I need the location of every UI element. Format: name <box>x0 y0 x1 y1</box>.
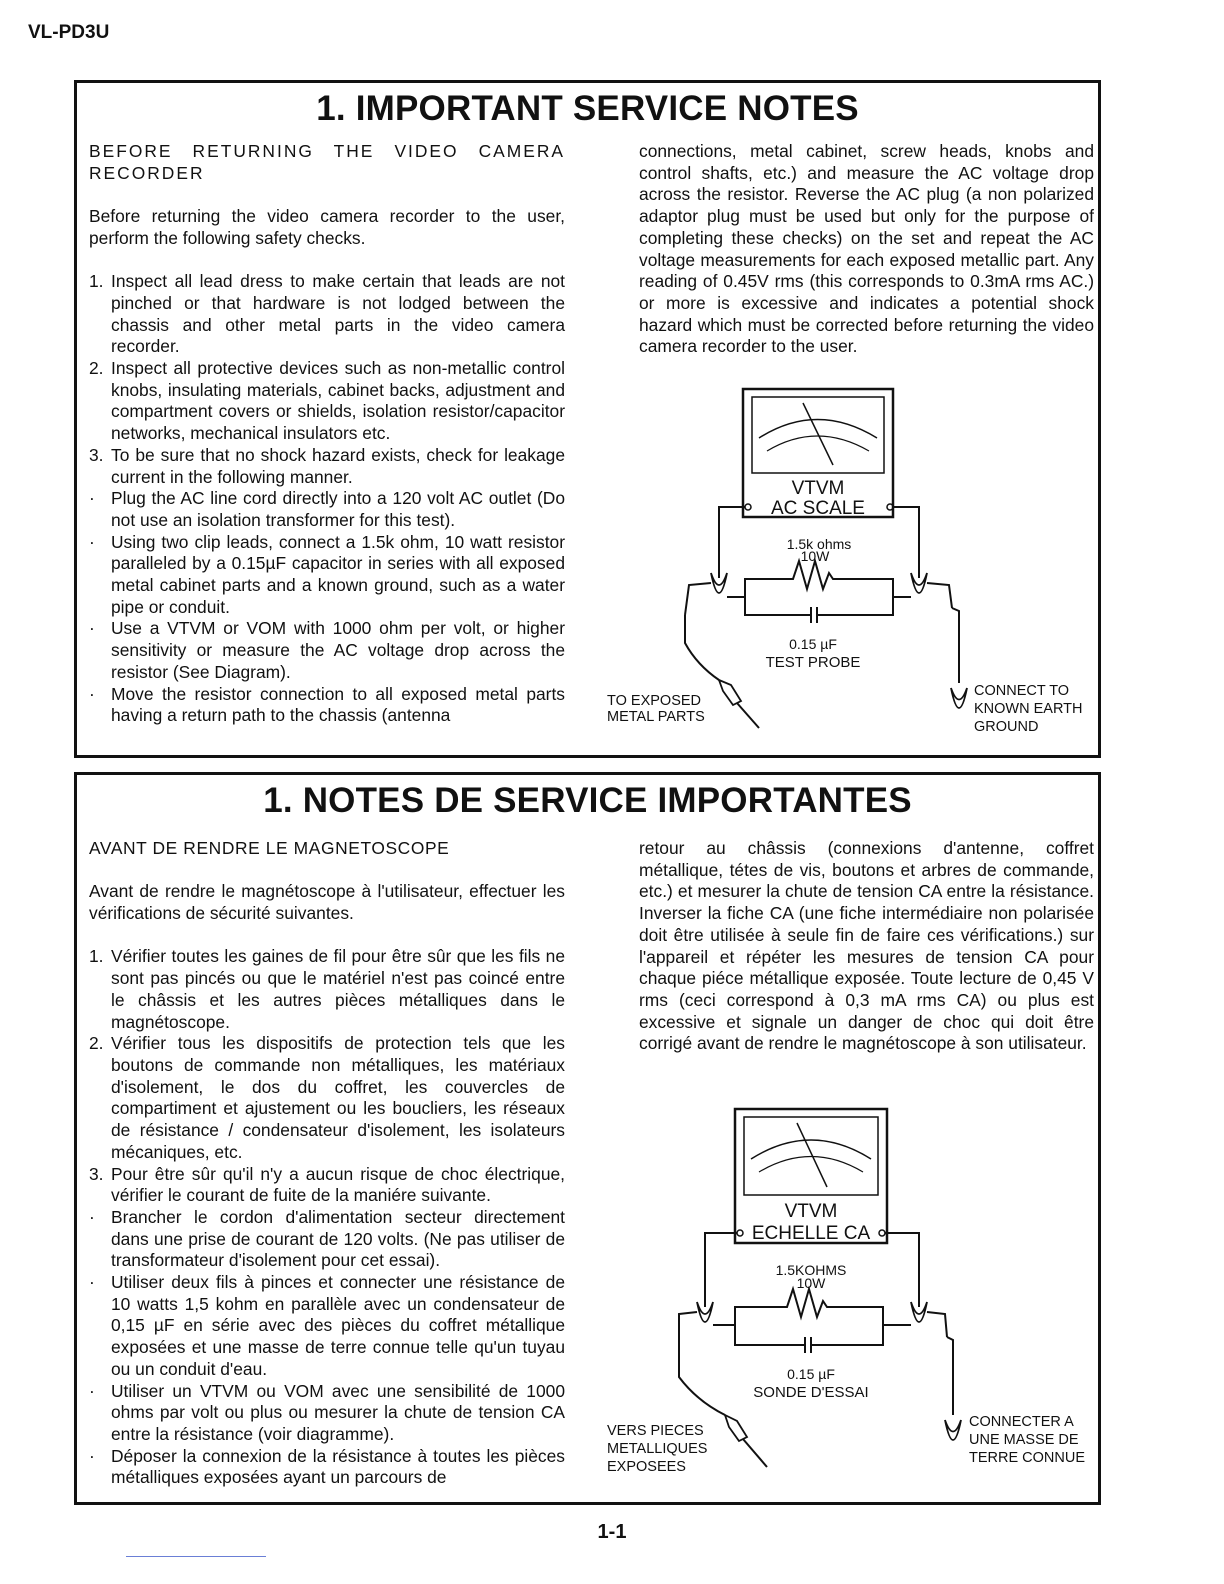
meter-scale-label: ECHELLE CA <box>751 1223 871 1244</box>
bullet-item <box>89 1446 565 1489</box>
bullet-item <box>89 488 565 531</box>
continuation-text: retour au châssis (connexions d'antenne, coffret métallique, tétes de vis, boutons et arbres de commande, etc.) et mesurer la chute de tension CA entre la résistance. Inverser la fiche CA (une fiche intermédiaire non polarisée doit être utilisée à seule fin de faire ces vérifications.) sur l'appareil et répéter les mesures de tension CA pour chaque piéce métallique exposée. Toute lecture de 0,45 V rms (ceci correspond à 0,3 mA rms CA) ou plus est excessive et signale un danger de choc qui doit être corrigé avant de rendre le magnétoscope à son utilisateur. <box>639 838 1094 1054</box>
wire-icon <box>685 615 719 680</box>
probe-tip-icon <box>737 703 759 728</box>
wire-icon <box>947 1337 953 1415</box>
item-text: Vérifier toutes les gaines de fil pour être sûr que les fils ne sont pas pincés ou que le matériel n'est pas coincé entre le châssis et les autres pièces métalliques dans le magnétoscope. <box>111 946 565 1032</box>
bullet-text: Brancher le cordon d'alimentation secteur directement dans une prise de courant de 120 volts. (Ne pas utiliser de transformateur d'isolement pour cet essai). <box>111 1206 565 1271</box>
wire-icon <box>679 1345 725 1415</box>
left-label-line: VERS PIECES <box>607 1423 704 1439</box>
intro-text: Avant de rendre le magnétoscope à l'utilisateur, effectuer les vérifications de sécurité suivantes. <box>89 881 565 924</box>
bullet-dot-icon: · <box>89 1445 95 1466</box>
bullet-dot-icon: · <box>89 488 95 509</box>
right-label-line: CONNECT TO <box>974 683 1070 699</box>
wire-icon <box>893 507 919 578</box>
wattage-label: 10W <box>796 1275 826 1291</box>
meter-scale-arc-icon <box>767 436 869 451</box>
ground-clip-icon <box>945 1420 961 1440</box>
item-number: 1. <box>89 946 104 967</box>
leakage-test-diagram <box>607 383 1104 755</box>
leakage-test-diagram-svg <box>607 383 1104 755</box>
section-heading: BEFORE RETURNING THE VIDEO CAMERA RECORDER <box>89 141 565 183</box>
wire-icon <box>952 608 959 683</box>
item-text: Vérifier tous les dispositifs de protection tels que les boutons de commande non métalliques, les matériaux d'isolement, le dos du coffret, les couvercles de compartiment et ajustement ou les boucliers, les réseaux de résistance / condensateur d'isolement, les isolateurs mécaniques, etc. <box>111 1033 565 1162</box>
resistor-label: 1.5k ohms <box>786 536 852 552</box>
wire-icon <box>685 583 711 615</box>
wire-icon <box>679 1312 697 1345</box>
left-label-line: EXPOSEES <box>607 1459 686 1475</box>
item-text: Pour être sûr qu'il n'y a aucun risque de choc électrique, vérifier le courant de fuite de la maniére suivante. <box>111 1163 565 1206</box>
checklist-item <box>89 1164 565 1207</box>
bullet-dot-icon: · <box>89 1206 95 1227</box>
left-label-line: METALLIQUES <box>607 1441 708 1457</box>
right-label-line: GROUND <box>974 719 1039 735</box>
item-number: 1. <box>89 271 104 292</box>
checklist-item <box>89 1033 565 1163</box>
wire-icon <box>885 1233 919 1307</box>
bullet-text: Plug the AC line cord directly into a 120 volt AC outlet (Do not use an isolation transformer for this test). <box>111 488 565 530</box>
bullet-dot-icon: · <box>89 1272 95 1293</box>
section-heading: AVANT DE RENDRE LE MAGNETOSCOPE <box>89 838 450 858</box>
left-column <box>89 141 565 727</box>
item-text: Inspect all protective devices such as non-metallic control knobs, insulating materials, cabinet backs, adjustment and compartment covers or shields, isolation resistor/capacitor networks, mechanical insulators etc. <box>111 358 565 444</box>
right-label-line: KNOWN EARTH <box>974 701 1083 717</box>
probe-tip-icon <box>743 1439 767 1467</box>
capacitor-label: 0.15 µF <box>789 636 837 652</box>
item-number: 2. <box>89 358 104 378</box>
meter-name: VTVM <box>791 478 845 499</box>
bullet-text: Utiliser un VTVM ou VOM avec une sensibilité de 1000 ohms par volt ou plus ou mesurer la chute de tension CA entre la résistance (voir diagramme). <box>111 1380 565 1444</box>
bullet-dot-icon: · <box>89 531 95 552</box>
service-notes-french <box>74 772 1101 1505</box>
leakage-test-diagram <box>607 1095 1104 1500</box>
probe-label: SONDE D'ESSAI <box>753 1384 869 1401</box>
bullet-text: Déposer la connexion de la résistance à toutes les pièces métalliques exposées ayant un parcours de <box>111 1445 565 1488</box>
bullet-item <box>89 618 565 683</box>
bullet-text: Using two clip leads, connect a 1.5k ohm, 10 watt resistor paralleled by a 0.15µF capacitor in series with all exposed metal cabinet parts and a known ground, such as a water pipe or conduit. <box>111 531 565 617</box>
wire-icon <box>927 583 952 608</box>
bullet-text: Utiliser deux fils à pinces et connecter une résistance de 10 watts 1,5 kohm en parallèle avec un condensateur de 0,15 µF en série avec des pièces du coffret métallique exposées et une masse de terre connue telle qu'un tuyau ou un conduit d'eau. <box>111 1272 565 1379</box>
right-column <box>639 141 1094 358</box>
checklist-item <box>89 271 565 358</box>
bullet-list <box>89 488 565 727</box>
ground-clip-icon <box>951 688 967 708</box>
bullet-item <box>89 532 565 619</box>
terminal-icon <box>745 504 751 510</box>
left-label-line: METAL PARTS <box>607 709 705 725</box>
meter-scale-label: AC SCALE <box>771 498 865 519</box>
terminal-icon <box>879 1230 885 1236</box>
section-title: 1. IMPORTANT SERVICE NOTES <box>316 89 859 128</box>
item-number: 3. <box>89 1163 104 1184</box>
bullet-item <box>89 1207 565 1272</box>
test-probe-icon <box>725 1415 747 1441</box>
wire-icon <box>927 1312 947 1337</box>
wire-icon <box>705 1233 737 1307</box>
continuation-text: connections, metal cabinet, screw heads, knobs and control shafts, etc.) and measure the AC voltage drop across the resistor. Reverse the AC plug (a non polarized adaptor plug must be used but only for the purpose of completing these checks) on the set and repeat the AC voltage measurements for each exposed metallic part. Any reading of 0.45V rms (this corresponds to 0.3mA rms AC.) or more is excessive and indicates a potential shock hazard which must be corrected before returning the video camera recorder to the user. <box>639 141 1094 357</box>
right-label-line: TERRE CONNUE <box>969 1450 1086 1466</box>
capacitor-label: 0.15 µF <box>787 1366 835 1382</box>
section-title: 1. NOTES DE SERVICE IMPORTANTES <box>263 781 912 820</box>
meter-scale-arc-icon <box>759 1157 863 1173</box>
bullet-dot-icon: · <box>89 683 95 704</box>
left-label-line: TO EXPOSED <box>607 693 702 709</box>
terminal-icon <box>737 1230 743 1236</box>
bullet-dot-icon: · <box>89 618 95 639</box>
bullet-list <box>89 1207 565 1489</box>
leakage-test-diagram-svg <box>607 1095 1104 1500</box>
probe-label: TEST PROBE <box>765 654 861 671</box>
model-number: VL-PD3U <box>28 22 110 43</box>
capacitor-icon <box>745 597 893 623</box>
bullet-item <box>89 1381 565 1446</box>
service-notes-english <box>74 80 1101 758</box>
decorative-line <box>126 1556 266 1557</box>
item-number: 2. <box>89 1033 104 1054</box>
capacitor-icon <box>735 1325 883 1353</box>
checklist-item <box>89 946 565 1033</box>
resistor-icon <box>727 561 911 597</box>
bullet-dot-icon: · <box>89 1380 95 1401</box>
meter-needle-icon <box>797 1123 827 1187</box>
item-text: Inspect all lead dress to make certain that leads are not pinched or that hardware is not lodged between the chassis and other metal parts in the video camera recorder. <box>111 271 565 357</box>
page-number: 1-1 <box>597 1521 627 1543</box>
item-text: To be sure that no shock hazard exists, check for leakage current in the following manner. <box>111 444 565 487</box>
left-column <box>89 838 565 1489</box>
right-label-line: UNE MASSE DE <box>969 1432 1079 1448</box>
right-column <box>639 838 1094 1055</box>
bullet-text: Use a VTVM or VOM with 1000 ohm per volt, or higher sensitivity or measure the AC voltage drop across the resistor (See Diagram). <box>111 618 565 682</box>
test-probe-icon <box>719 680 741 705</box>
meter-needle-icon <box>803 403 833 465</box>
checklist-item <box>89 358 565 445</box>
bullet-item <box>89 684 565 727</box>
item-number: 3. <box>89 444 104 465</box>
checklist <box>89 946 565 1206</box>
intro-text: Before returning the video camera recorder to the user, perform the following safety checks. <box>89 206 565 248</box>
checklist <box>89 271 565 488</box>
meter-name: VTVM <box>784 1201 838 1222</box>
bullet-text: Move the resistor connection to all exposed metal parts having a return path to the chassis (antenna <box>111 683 565 726</box>
wattage-label: 10W <box>800 548 830 564</box>
right-label-line: CONNECTER A <box>969 1414 1074 1430</box>
resistor-label: 1.5KOHMS <box>775 1262 847 1278</box>
resistor-icon <box>713 1289 911 1325</box>
wire-icon <box>719 507 745 578</box>
checklist-item <box>89 445 565 488</box>
bullet-item <box>89 1272 565 1381</box>
